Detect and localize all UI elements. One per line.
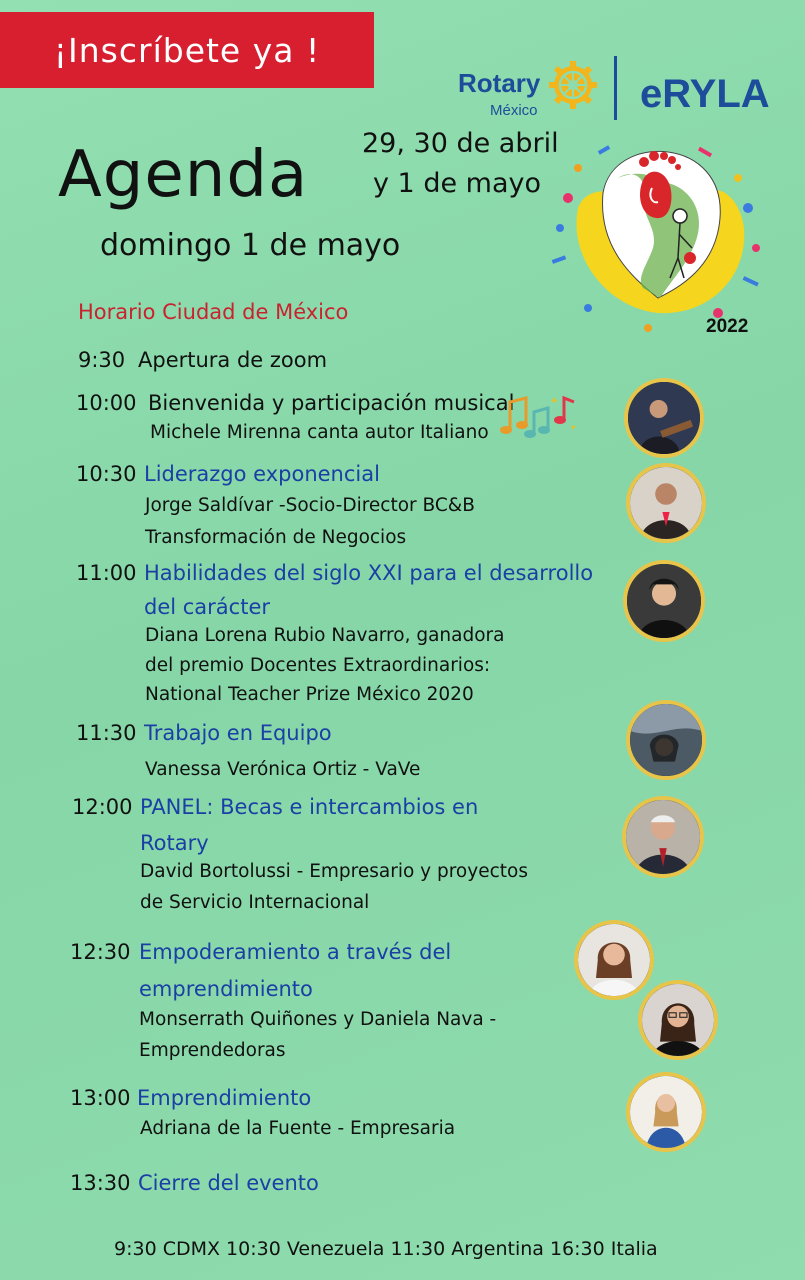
session-title: Emprendimiento	[137, 1086, 312, 1110]
session-title: Apertura de zoom	[138, 348, 328, 372]
session-title: PANEL: Becas e intercambios en	[140, 795, 479, 819]
session-title: Liderazgo exponencial	[144, 462, 380, 486]
session-speaker: David Bortolussi - Empresario y proyectos	[140, 861, 528, 882]
session-time: 12:30	[70, 940, 131, 964]
eryla-logo: eRYLA	[640, 72, 770, 116]
session-time: 9:30	[78, 348, 126, 372]
event-dates-line1: 29, 30 de abril	[362, 128, 559, 159]
session-time: 13:30	[70, 1171, 131, 1195]
session-speaker: Michele Mirenna canta autor Italiano	[150, 422, 489, 443]
session-title: Bienvenida y participación musical	[148, 391, 515, 415]
rotary-wheel-icon	[548, 60, 598, 110]
session-title-line2: emprendimiento	[139, 977, 313, 1001]
register-banner[interactable]: ¡Inscríbete ya !	[0, 12, 374, 88]
session-title: Habilidades del siglo XXI para el desarrollo	[144, 561, 594, 585]
day-subtitle: domingo 1 de mayo	[100, 228, 401, 263]
session-speaker: Diana Lorena Rubio Navarro, ganadora	[145, 625, 505, 646]
speaker-avatar-michele	[624, 378, 704, 458]
svg-text:✦: ✦	[570, 423, 577, 432]
session-speaker: Jorge Saldívar -Socio-Director BC&B	[145, 495, 475, 516]
music-notes-icon	[500, 390, 580, 442]
session-title: Trabajo en Equipo	[144, 721, 332, 745]
event-year: 2022	[706, 316, 749, 337]
session-speaker: Adriana de la Fuente - Empresaria	[140, 1118, 456, 1139]
session-time: 12:00	[72, 795, 133, 819]
speaker-avatar-david	[622, 796, 704, 878]
session-title: Cierre del evento	[138, 1171, 319, 1195]
footprint-globe-illustration	[548, 138, 766, 338]
session-speaker: Emprendedoras	[139, 1040, 286, 1061]
session-speaker: del premio Docentes Extraordinarios:	[145, 655, 491, 676]
rotary-country: México	[490, 102, 538, 119]
footer-timezones: 9:30 CDMX 10:30 Venezuela 11:30 Argentina 16:30 Italia	[114, 1238, 658, 1260]
session-time: 11:30	[76, 721, 137, 745]
session-speaker: National Teacher Prize México 2020	[145, 684, 474, 705]
logo-divider	[614, 56, 617, 120]
session-title: Empoderamiento a través del	[139, 940, 452, 964]
session-time: 10:30	[76, 462, 137, 486]
page-title: Agenda	[58, 138, 309, 212]
session-speaker: de Servicio Internacional	[140, 892, 370, 913]
speaker-avatar-adriana	[626, 1072, 706, 1152]
session-title-line2: Rotary	[140, 831, 209, 855]
session-speaker: Vanessa Verónica Ortiz - VaVe	[145, 759, 421, 780]
speaker-avatar-daniela	[638, 980, 718, 1060]
session-time: 13:00	[70, 1086, 131, 1110]
session-title-line2: del carácter	[144, 595, 271, 619]
speaker-avatar-vanessa	[626, 700, 706, 780]
session-time: 10:00	[76, 391, 137, 415]
speaker-avatar-diana	[623, 560, 705, 642]
rotary-wordmark: Rotary	[458, 68, 541, 98]
speaker-avatar-jorge	[626, 463, 706, 543]
speaker-avatar-monserrath	[574, 920, 654, 1000]
svg-text:✦: ✦	[550, 396, 559, 407]
event-dates-line2: y 1 de mayo	[373, 168, 541, 199]
session-speaker: Transformación de Negocios	[145, 527, 407, 548]
session-speaker: Monserrath Quiñones y Daniela Nava -	[139, 1009, 497, 1030]
session-time: 11:00	[76, 561, 137, 585]
timezone-label: Horario Ciudad de México	[78, 300, 349, 324]
